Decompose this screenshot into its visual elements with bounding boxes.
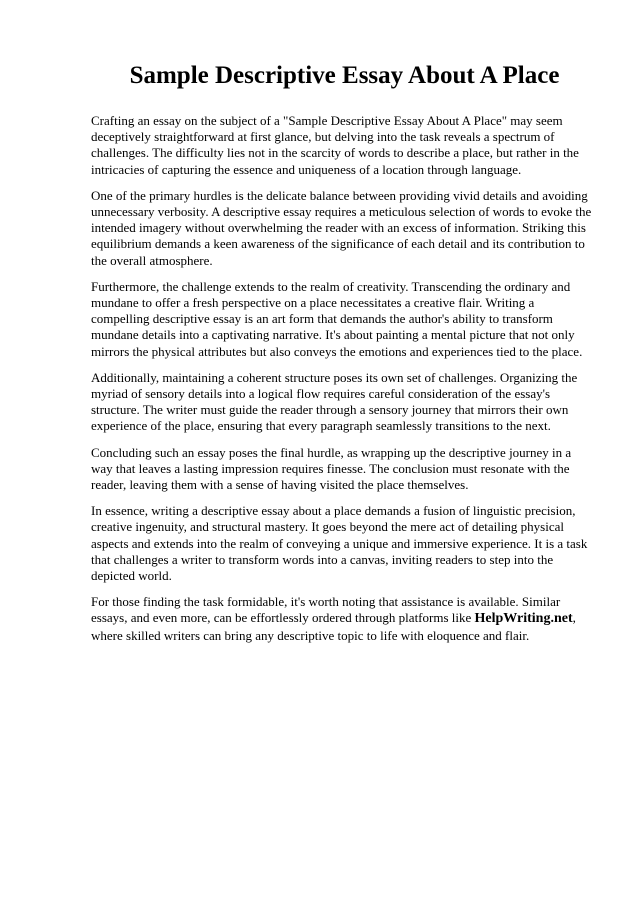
paragraph-7 [91, 594, 593, 644]
page-title: Sample Descriptive Essay About A Place [129, 62, 560, 89]
paragraph-7-text-before: For those finding the task formidable, it's worth noting that assistance is available. Similar essays, and even more, can be effortlessly ordered through platforms like [91, 594, 561, 626]
paragraph-2: One of the primary hurdles is the delicate balance between providing vivid details and avoiding unnecessary verbosity. A descriptive essay requires a meticulous selection of words to evoke the intended imagery without overwhelming the reader with an excess of information. Striking this equilibrium demands a keen awareness of the significance of each detail and its contribution to the overall atmosphere. [91, 187, 592, 268]
paragraph-3: Furthermore, the challenge extends to the realm of creativity. Transcending the ordinary and mundane to offer a fresh perspective on a place necessitates a creative flair. Writing a compelling descriptive essay is an art form that demands the author's ability to transform mundane details into a captivating narrative. It's about painting a mental picture that not only mirrors the physical attributes but also conveys the emotions and experiences tied to the place. [91, 278, 583, 359]
paragraph-7-text-after: , where skilled writers can bring any descriptive topic to life with eloquence and flair. [91, 610, 576, 643]
paragraph-5: Concluding such an essay poses the final hurdle, as wrapping up the descriptive journey in a way that leaves a lasting impression requires finesse. The conclusion must resonate with the reader, leaving them with a sense of having visited the place themselves. [91, 444, 572, 493]
paragraph-1: Crafting an essay on the subject of a "Sample Descriptive Essay About A Place" may seem deceptively straightforward at first glance, but delving into the task reveals a spectrum of challenges. The difficulty lies not in the scarcity of words to describe a place, but rather in the intricacies of capturing the essence and uniqueness of a location through language. [91, 113, 579, 177]
paragraph-4: Additionally, maintaining a coherent structure poses its own set of challenges. Organizing the myriad of sensory details into a logical flow requires careful consideration of the essay's structure. The writer must guide the reader through a sensory journey that mirrors their own experience of the place, ensuring that every paragraph seamlessly transitions to the next. [91, 369, 578, 434]
paragraph-6: In essence, writing a descriptive essay about a place demands a fusion of linguistic precision, creative ingenuity, and structural mastery. It goes beyond the mere act of detailing physical aspects and extends into the realm of conveying a unique and immersive experience. It is a task that challenges a writer to transform words into a canvas, inviting readers to step into the depicted world. [91, 503, 588, 584]
brand-name: HelpWriting.net [474, 611, 573, 627]
